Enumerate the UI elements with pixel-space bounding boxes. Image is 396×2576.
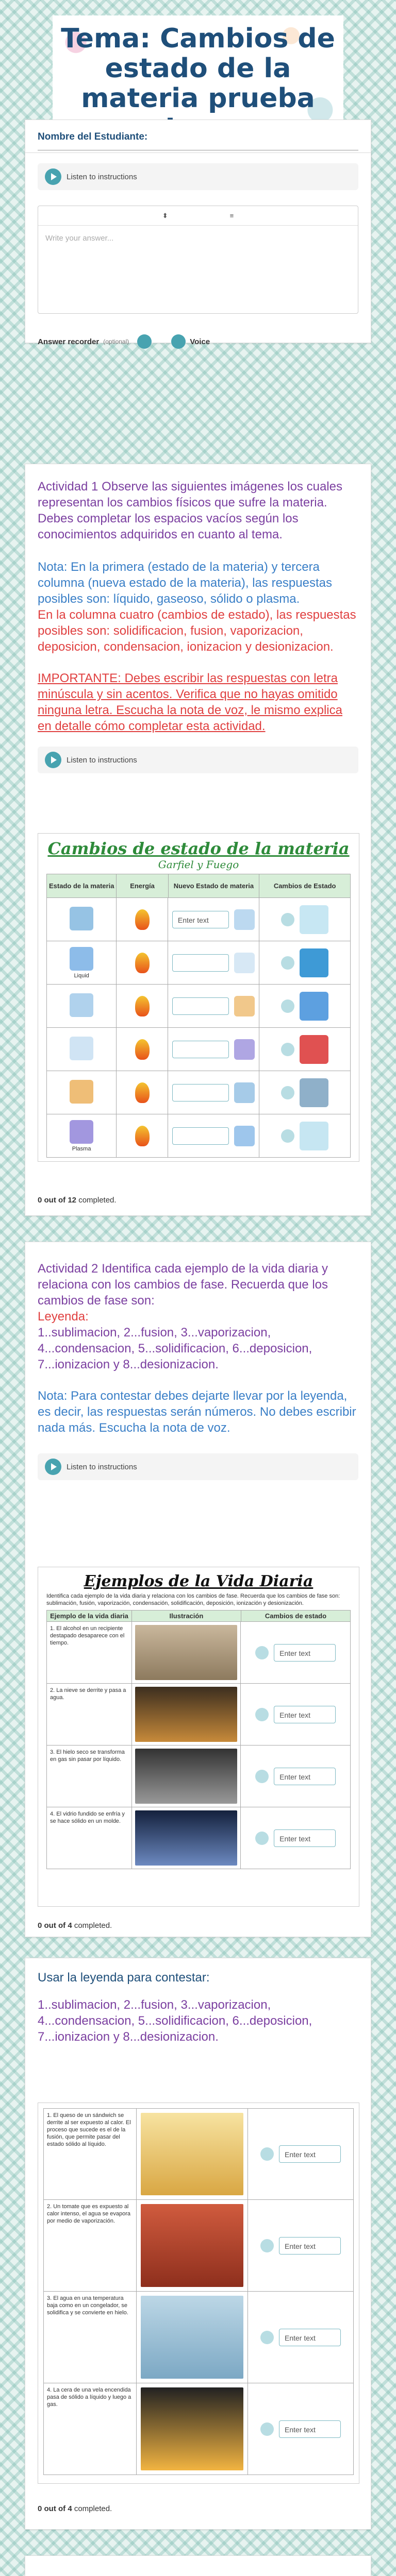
completed-count: 0 out of 4 bbox=[38, 2504, 72, 2513]
answer-cell bbox=[248, 2200, 353, 2291]
header-ilustracion: Ilustración bbox=[131, 1611, 241, 1622]
state-cell bbox=[47, 1028, 117, 1071]
answer-input[interactable]: Enter text bbox=[279, 2237, 341, 2255]
header-nuevo-estado: Nuevo Estado de materia bbox=[168, 874, 259, 898]
answer-status-dot bbox=[281, 1043, 294, 1056]
activity-3-card bbox=[25, 1958, 371, 2530]
answer-status-dot bbox=[260, 2331, 274, 2344]
state-cell bbox=[47, 941, 117, 984]
new-state-icon bbox=[234, 996, 255, 1016]
answer-status-dot bbox=[281, 1086, 294, 1099]
answer-status-dot bbox=[255, 1770, 269, 1783]
legend-2-line-1: 1..sublimacion, 2...fusion, 3...vaporizacion, bbox=[38, 1998, 271, 2012]
header-energia: Energía bbox=[117, 874, 168, 898]
example-text: 4. El vidrio fundido se enfría y se hace sólido en un molde. bbox=[47, 1807, 132, 1869]
worksheet-2-title: Ejemplos de la Vida Diaria bbox=[84, 1572, 314, 1590]
example-photo bbox=[141, 2296, 243, 2379]
worksheet-1-subtitle: Garfiel y Fuego bbox=[158, 858, 239, 871]
activity-1-important: IMPORTANTE: Debes escribir las respuestas con letra minúscula y sin acentos. Verifica que no hayas omitido ninguna letra. Escucha la nota de voz, le mismo explica en detalle cómo completar esta actividad. bbox=[38, 671, 342, 733]
worksheet-1-row bbox=[46, 1028, 351, 1071]
example-image bbox=[300, 1035, 328, 1064]
completed-count: 0 out of 4 bbox=[38, 1921, 72, 1930]
new-state-icon bbox=[234, 1126, 255, 1146]
answer-status-dot bbox=[255, 1646, 269, 1659]
worksheet-2-row bbox=[46, 1622, 351, 1684]
activity-1-intro: Actividad 1 Observe las siguientes imágenes los cuales representan los cambios físicos que sufre la materia. Debes completar los espacios vacíos según los conocimientos adquiridos en cuanto al tema. bbox=[38, 480, 342, 541]
example-text: 1. El alcohol en un recipiente destapado desaparece con el tiempo. bbox=[47, 1622, 132, 1683]
answer-toolbar bbox=[38, 206, 358, 226]
new-state-icon bbox=[234, 1039, 255, 1060]
worksheet-3-row bbox=[43, 2292, 354, 2383]
recorder-optional: (optional) bbox=[103, 338, 129, 345]
new-state-cell bbox=[168, 941, 259, 984]
answer-input[interactable]: Enter text bbox=[274, 1644, 336, 1662]
example-image bbox=[300, 948, 328, 977]
answer-status-dot bbox=[281, 913, 294, 926]
header-ejemplo: Ejemplo de la vida diaria bbox=[47, 1611, 132, 1622]
example-image bbox=[300, 992, 328, 1021]
molecule-icon bbox=[70, 1120, 93, 1144]
play-icon[interactable] bbox=[45, 752, 61, 768]
worksheet-1-rows bbox=[46, 898, 351, 1158]
activity-2-legend-line-2: 4...condensacion, 5...solidificacion, 6...deposicion, bbox=[38, 1342, 312, 1355]
worksheet-1-row bbox=[46, 898, 351, 941]
change-cell bbox=[259, 898, 350, 941]
example-photo bbox=[135, 1687, 238, 1742]
energy-cell bbox=[117, 941, 168, 984]
fire-icon bbox=[135, 1082, 150, 1103]
activity-2-legend-line-1: 1..sublimacion, 2...fusion, 3...vaporizacion, bbox=[38, 1326, 271, 1340]
change-cell bbox=[259, 1071, 350, 1114]
worksheet-3-rows bbox=[43, 2108, 354, 2475]
answer-status-dot bbox=[255, 1832, 269, 1845]
worksheet-2-row bbox=[46, 1684, 351, 1745]
listen-label: Listen to instructions bbox=[67, 172, 137, 181]
title-line-1: Tema: Cambios de bbox=[61, 23, 335, 54]
new-state-input[interactable] bbox=[172, 1041, 229, 1058]
legend-2-line-3: 7...ionizacion y 8...desionizacion. bbox=[38, 2030, 219, 2044]
molecule-icon bbox=[70, 947, 93, 971]
example-text: 3. El agua en una temperatura baja como en un congelador, se solidifica y se convierte en hielo. bbox=[44, 2292, 137, 2383]
completed-count: 0 out of 12 bbox=[38, 1196, 77, 1205]
example-photo bbox=[141, 2204, 243, 2287]
answer-cell bbox=[248, 2109, 353, 2199]
worksheet-1-table bbox=[46, 874, 351, 898]
example-photo bbox=[135, 1749, 238, 1804]
play-icon[interactable] bbox=[45, 168, 61, 185]
completed-suffix: completed. bbox=[74, 2504, 112, 2513]
change-cell bbox=[259, 985, 350, 1027]
answer-status-dot bbox=[260, 2147, 274, 2161]
answer-cell bbox=[241, 1807, 350, 1869]
state-label: Plasma bbox=[72, 1145, 91, 1152]
example-photo bbox=[141, 2387, 243, 2470]
new-state-input[interactable] bbox=[172, 997, 229, 1015]
worksheet-2-row bbox=[46, 1745, 351, 1807]
example-photo bbox=[135, 1625, 238, 1680]
activity-2-legend-line-3: 7...ionizacion y 8...desionizacion. bbox=[38, 1358, 219, 1371]
example-photo bbox=[135, 1810, 238, 1866]
answer-input[interactable]: Enter text bbox=[274, 1829, 336, 1847]
worksheet-3-row bbox=[43, 2383, 354, 2475]
new-state-cell bbox=[168, 1071, 259, 1114]
activity-1-note2: En la columna cuatro (cambios de estado), las respuestas posibles son: solidificacion, fusion, vaporizacion, deposicion, condensacion, ionizacion y desionizacion. bbox=[38, 608, 356, 654]
example-image bbox=[300, 905, 328, 934]
new-state-cell bbox=[168, 1028, 259, 1071]
header-cambios: Cambios de Estado bbox=[259, 874, 351, 898]
answer-input[interactable]: Write your answer... bbox=[45, 234, 114, 243]
worksheet-1-row bbox=[46, 1071, 351, 1114]
change-cell bbox=[259, 1114, 350, 1157]
listen-label: Listen to instructions bbox=[67, 755, 137, 765]
example-illustration bbox=[132, 1684, 241, 1745]
answer-input[interactable]: Enter text bbox=[274, 1768, 336, 1785]
sorting-card bbox=[25, 2555, 371, 2576]
title-line-2: estado de la bbox=[105, 53, 291, 84]
listen-instructions-1[interactable] bbox=[38, 163, 358, 190]
new-state-cell bbox=[168, 898, 259, 941]
answer-cell bbox=[241, 1684, 350, 1745]
worksheet-1-completed bbox=[25, 1196, 117, 1205]
completed-suffix: completed. bbox=[78, 1196, 117, 1205]
new-state-input[interactable] bbox=[172, 1084, 229, 1101]
activity-2-note: Nota: Para contestar debes dejarte llevar por la leyenda, es decir, las respuestas serán números. No debes escribir nada más. Escucha la nota de voz. bbox=[38, 1389, 356, 1435]
worksheet-1-row bbox=[46, 985, 351, 1028]
answer-status-dot bbox=[281, 1129, 294, 1143]
answer-input[interactable]: Enter text bbox=[274, 1706, 336, 1723]
example-illustration bbox=[132, 1622, 241, 1683]
answer-input[interactable]: Enter text bbox=[279, 2145, 341, 2163]
answer-cell bbox=[248, 2383, 353, 2475]
worksheet-3-row bbox=[43, 2108, 354, 2200]
state-cell bbox=[47, 1114, 117, 1157]
header-cambios-estado: Cambios de estado bbox=[241, 1611, 350, 1622]
answer-box[interactable] bbox=[38, 206, 358, 314]
title-line-3: materia prueba bbox=[81, 83, 315, 114]
molecule-icon bbox=[70, 1037, 93, 1060]
new-state-cell bbox=[168, 1114, 259, 1157]
worksheet-1-title: Cambios de estado de la materia bbox=[47, 839, 350, 858]
new-state-icon bbox=[234, 1082, 255, 1103]
worksheet-3-row bbox=[43, 2200, 354, 2292]
activity-1-card bbox=[25, 464, 371, 1216]
activity-2-intro: Actividad 2 Identifica cada ejemplo de la vida diaria y relaciona con los cambios de fase. Recuerda que los cambios de fase son: bbox=[38, 1262, 328, 1308]
energy-cell bbox=[117, 985, 168, 1027]
intro-card bbox=[25, 152, 371, 346]
worksheet-3-completed bbox=[25, 2504, 112, 2513]
change-cell bbox=[259, 1028, 350, 1071]
activity-1-note1: Nota: En la primera (estado de la materia) y tercera columna (nueva estado de la materia), las respuestas posibles son: líquido, gaseoso, sólido o plasma. bbox=[38, 560, 332, 606]
sorting-intro bbox=[25, 2556, 371, 2576]
recorder-voice-label: Voice bbox=[190, 337, 210, 346]
fire-icon bbox=[135, 1126, 150, 1146]
answer-cell bbox=[248, 2292, 353, 2383]
worksheet-2-description: Identifica cada ejemplo de la vida diaria y relaciona con los cambios de fase. Recuerda que los cambios de fase son: sublimación, fusión, vaporización, condensación, solidificación, deposición, ionización y desionización. bbox=[46, 1593, 340, 1606]
worksheet-2-row bbox=[46, 1807, 351, 1869]
fire-icon bbox=[135, 996, 150, 1016]
answer-cell bbox=[241, 1745, 350, 1807]
new-state-icon bbox=[234, 909, 255, 930]
energy-cell bbox=[117, 1071, 168, 1114]
state-cell bbox=[47, 985, 117, 1027]
example-text: 2. Un tomate que es expuesto al calor intenso, el agua se evapora por medio de vaporización. bbox=[44, 2200, 137, 2291]
new-state-input[interactable] bbox=[172, 1127, 229, 1145]
new-state-input[interactable]: Enter text bbox=[172, 911, 229, 928]
answer-status-dot bbox=[260, 2239, 274, 2252]
state-cell bbox=[47, 898, 117, 941]
activity-2-legend-title: Leyenda: bbox=[38, 1310, 89, 1324]
fire-icon bbox=[135, 953, 150, 973]
example-illustration bbox=[137, 2292, 248, 2383]
answer-status-dot bbox=[255, 1708, 269, 1721]
new-state-icon bbox=[234, 953, 255, 973]
new-state-input[interactable] bbox=[172, 954, 229, 972]
energy-cell bbox=[117, 1114, 168, 1157]
molecule-icon bbox=[70, 1080, 93, 1104]
energy-cell bbox=[117, 1028, 168, 1071]
worksheet-2-rows bbox=[46, 1622, 351, 1869]
example-illustration bbox=[137, 2200, 248, 2291]
answer-recorder bbox=[38, 334, 210, 349]
change-cell bbox=[259, 941, 350, 984]
example-text: 4. La cera de una vela encendida pasa de sólido a líquido y luego a gas. bbox=[44, 2383, 137, 2475]
answer-status-dot bbox=[260, 2422, 274, 2436]
example-photo bbox=[141, 2113, 243, 2195]
fire-icon bbox=[135, 909, 150, 930]
example-text: 3. El hielo seco se transforma en gas sin pasar por líquido. bbox=[47, 1745, 132, 1807]
play-icon[interactable] bbox=[45, 1459, 61, 1475]
answer-input[interactable]: Enter text bbox=[279, 2329, 341, 2346]
legend-2-intro: Usar la leyenda para contestar: bbox=[38, 1971, 210, 1985]
header-estado: Estado de la materia bbox=[47, 874, 117, 898]
listen-label: Listen to instructions bbox=[67, 1462, 137, 1471]
sort-icon[interactable]: ⬍ bbox=[162, 211, 168, 219]
fire-icon bbox=[135, 1039, 150, 1060]
listen-instructions-3[interactable] bbox=[38, 1453, 358, 1480]
molecule-icon bbox=[70, 993, 93, 1017]
activity-2-card bbox=[25, 1242, 371, 1937]
example-illustration bbox=[132, 1807, 241, 1869]
record-button[interactable] bbox=[171, 334, 186, 349]
answer-status-dot bbox=[281, 999, 294, 1013]
new-state-cell bbox=[168, 985, 259, 1027]
example-text: 1. El queso de un sándwich se derrite al ser expuesto al calor. El proceso que sucede es el de la fusión, que permite pasar del estado sólido al líquido. bbox=[44, 2109, 137, 2199]
worksheet-2-table bbox=[46, 1610, 351, 1622]
format-icon[interactable]: ≡ bbox=[229, 212, 234, 219]
completed-suffix: completed. bbox=[74, 1921, 112, 1930]
student-name-label: Nombre del Estudiante: bbox=[38, 131, 148, 142]
worksheet-2-completed bbox=[25, 1921, 112, 1930]
worksheet-1-row bbox=[46, 1114, 351, 1158]
answer-status-dot bbox=[281, 956, 294, 970]
mic-toggle[interactable] bbox=[137, 334, 152, 349]
example-illustration bbox=[132, 1745, 241, 1807]
state-label: Liquid bbox=[74, 972, 89, 979]
example-illustration bbox=[137, 2109, 248, 2199]
example-image bbox=[300, 1122, 328, 1150]
legend-2-line-2: 4...condensacion, 5...solidificacion, 6...deposicion, bbox=[38, 2014, 312, 2028]
worksheet-ejemplos-2 bbox=[38, 2103, 359, 2484]
listen-instructions-2[interactable] bbox=[38, 747, 358, 773]
example-illustration bbox=[137, 2383, 248, 2475]
answer-cell bbox=[241, 1622, 350, 1683]
molecule-icon bbox=[70, 907, 93, 930]
worksheet-vida-diaria bbox=[38, 1567, 359, 1907]
answer-input[interactable]: Enter text bbox=[279, 2420, 341, 2438]
recorder-label: Answer recorder bbox=[38, 337, 100, 346]
worksheet-1-row bbox=[46, 941, 351, 985]
example-text: 2. La nieve se derrite y pasa a agua. bbox=[47, 1684, 132, 1745]
energy-cell bbox=[117, 898, 168, 941]
state-cell bbox=[47, 1071, 117, 1114]
worksheet-cambios bbox=[38, 833, 359, 1162]
example-image bbox=[300, 1078, 328, 1107]
